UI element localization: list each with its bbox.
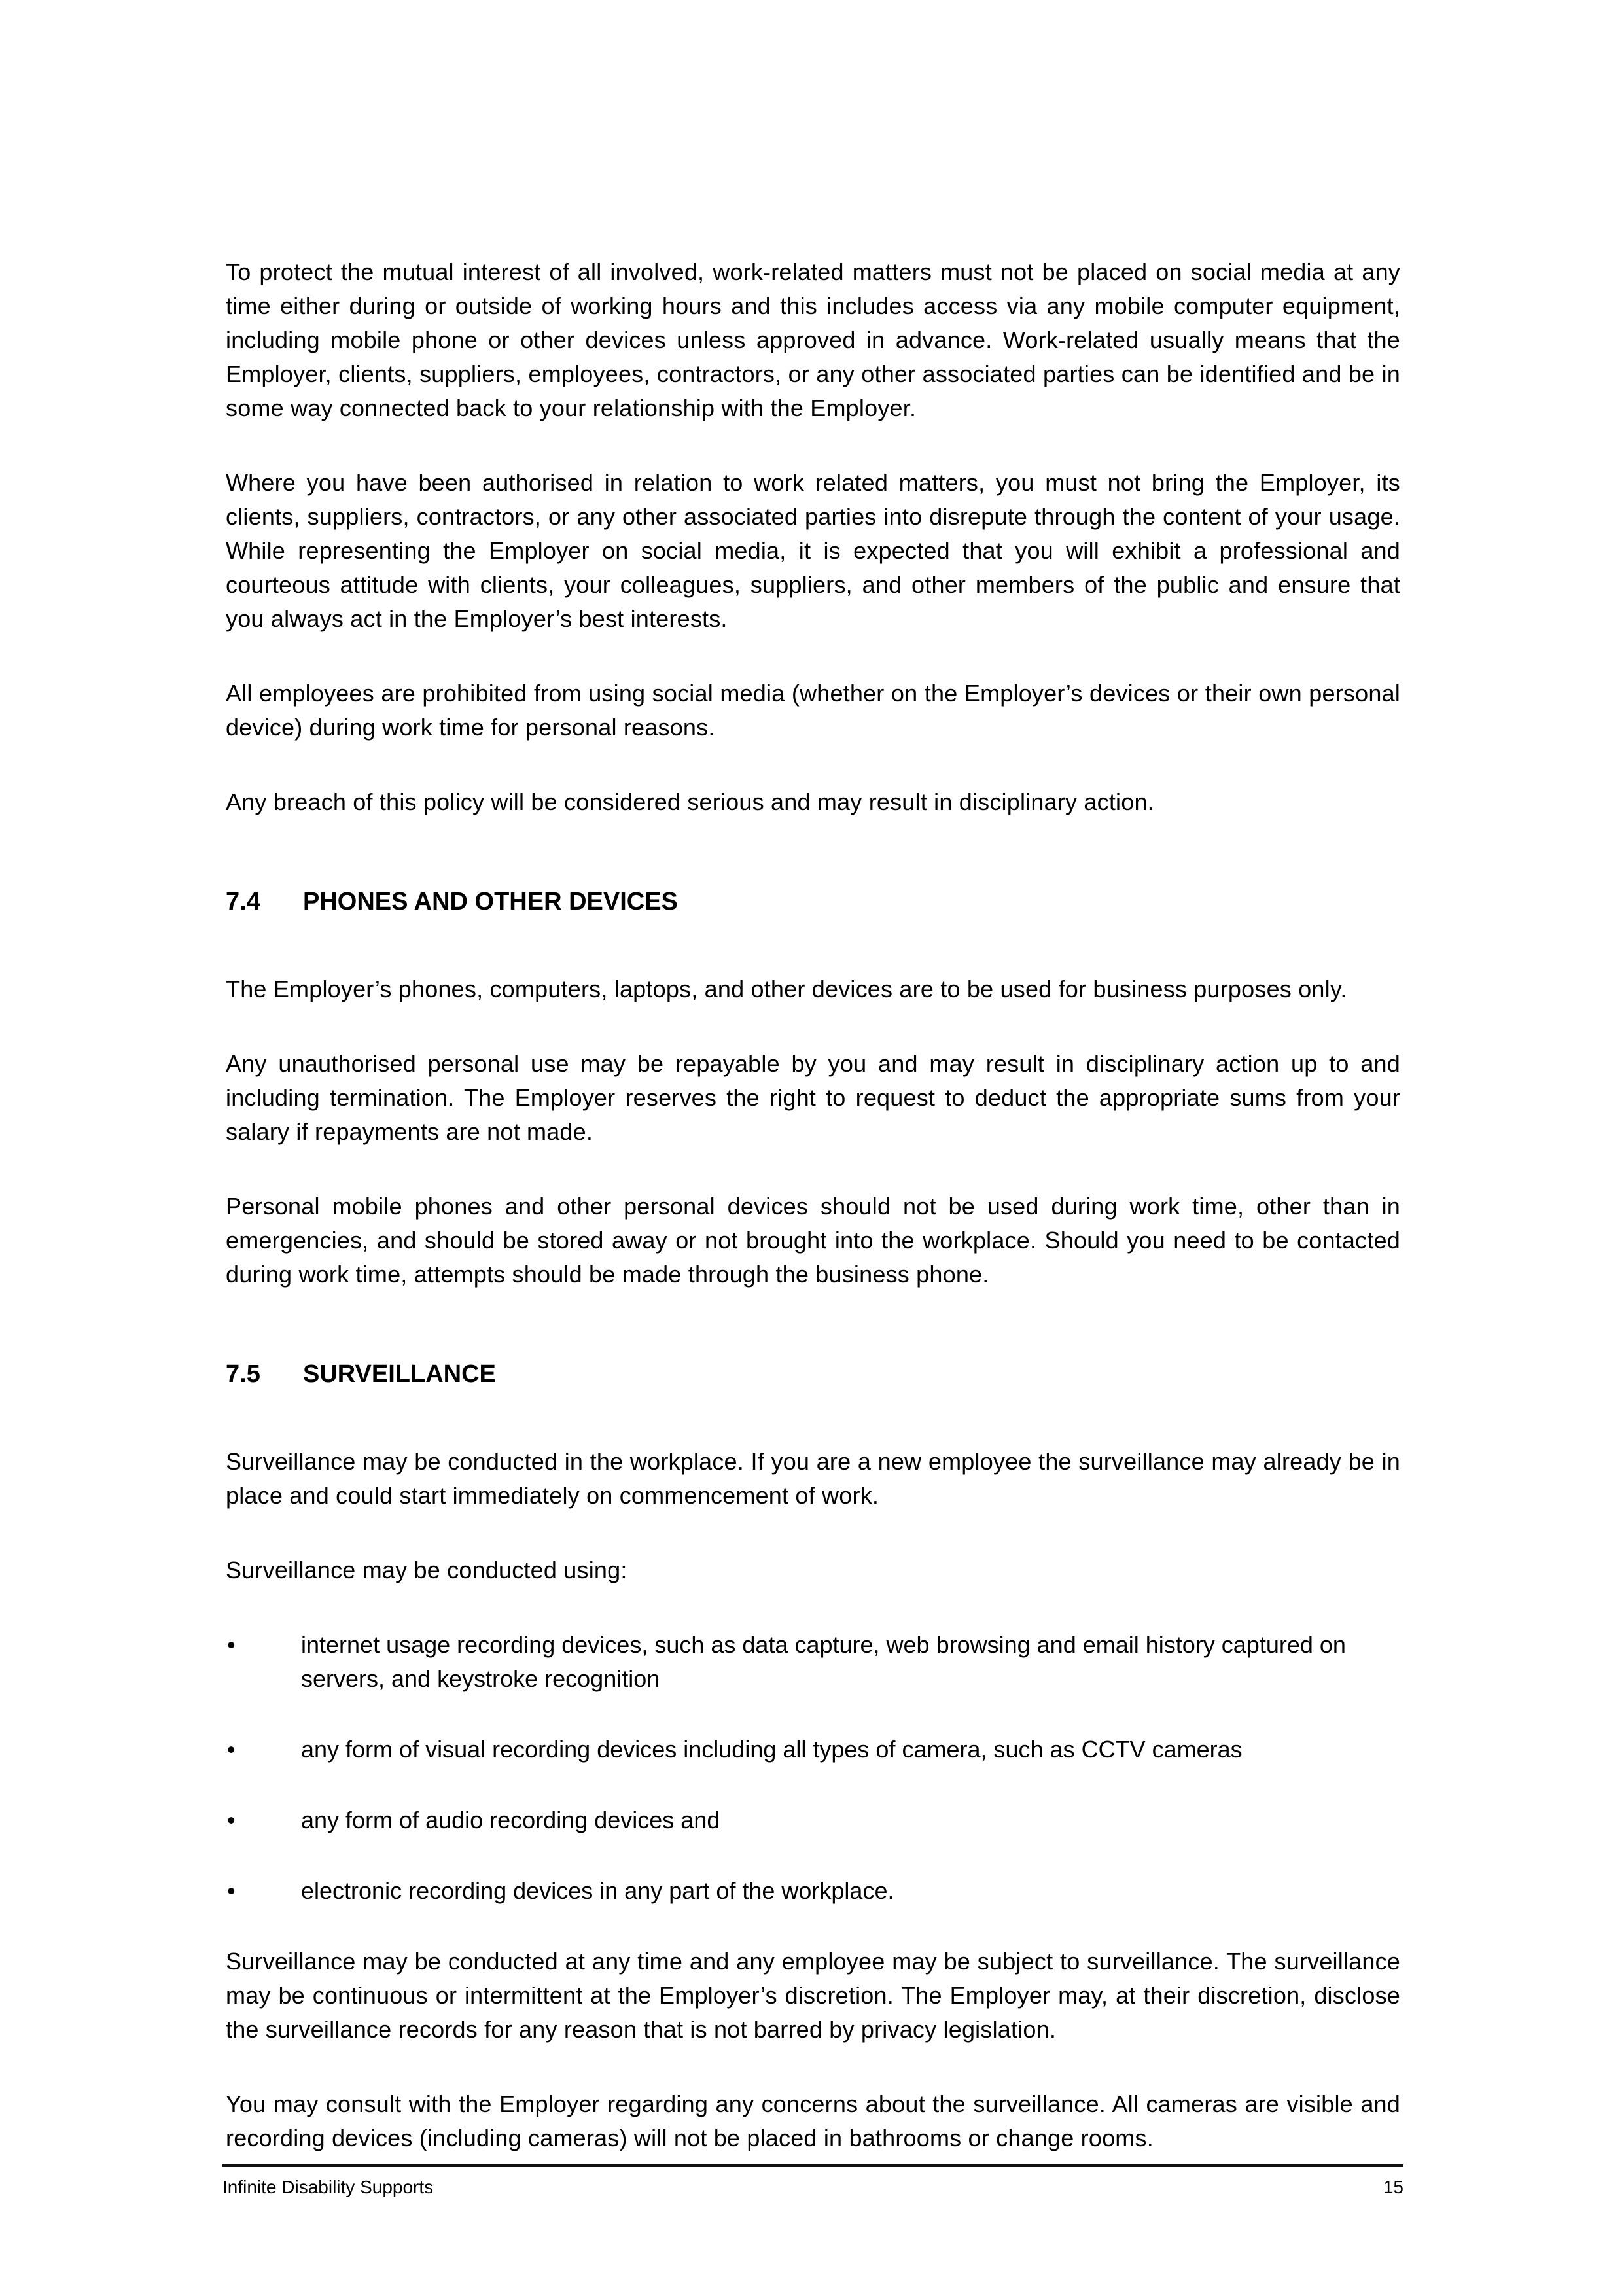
bullet-icon: • [227,1736,236,1763]
paragraph-surveillance-workplace: Surveillance may be conducted in the workplace. If you are a new employee the surveillance may already be in place and could start immediately on commencement of work. [226,1448,1400,1509]
list-item-text: internet usage recording devices, such as data capture, web browsing and email history captured on servers, and keystroke recognition [301,1631,1346,1692]
page-footer [222,2164,1403,2199]
list-item [226,1874,1400,1908]
paragraph-authorised-usage: Where you have been authorised in relation to work related matters, you must not bring the Employer, its clients, suppliers, contractors, or any other associated parties into disrepute through the content of your usage. While representing the Employer on social media, it is expected that you will exhibit a professional and courteous attitude with clients, your colleagues, suppliers, and other members of the public and ensure that you always act in the Employer’s best interests. [226,469,1400,632]
paragraph-surveillance-consult: You may consult with the Employer regarding any concerns about the surveillance. All cameras are visible and recording devices (including cameras) will not be placed in bathrooms or change rooms. [226,2091,1400,2151]
section-number: 7.4 [226,888,260,915]
surveillance-methods-list [226,1628,1400,1908]
paragraph-surveillance-using: Surveillance may be conducted using: [226,1557,627,1583]
bullet-icon: • [227,1807,236,1833]
section-number: 7.5 [226,1360,260,1388]
list-item-text: any form of visual recording devices including all types of camera, such as CCTV cameras [301,1736,1243,1763]
list-item [226,1628,1400,1696]
list-item-text: electronic recording devices in any part of the workplace. [301,1877,894,1904]
list-item [226,1733,1400,1767]
paragraph-social-media-protection: To protect the mutual interest of all involved, work-related matters must not be placed on social media at any time either during or outside of working hours and this includes access via any mobile computer equipment, including mobile phone or other devices unless approved in advance. Work-related usually means that the Employer, clients, suppliers, employees, contractors, or any other associated parties can be identified and be in some way connected back to your relationship with the Employer. [226,258,1400,421]
section-heading-phones [226,885,1400,919]
section-title: PHONES AND OTHER DEVICES [303,888,678,915]
paragraph-personal-phones: Personal mobile phones and other personal devices should not be used during work time, other than in emergencies, and should be stored away or not brought into the workplace. Should you need to be contacted during work time, attempts should be made through the business phone. [226,1193,1400,1288]
footer-company-name: Infinite Disability Supports [222,2177,434,2197]
paragraph-unauthorised-use: Any unauthorised personal use may be repayable by you and may result in disciplinary action up to and including termination. The Employer reserves the right to request to deduct the appropriate sums from your salary if repayments are not made. [226,1050,1400,1145]
section-title: SURVEILLANCE [303,1360,496,1388]
footer-page-number: 15 [1383,2177,1403,2197]
policy-body [226,255,1400,2196]
paragraph-surveillance-anytime: Surveillance may be conducted at any time and any employee may be subject to surveillance. The surveillance may be continuous or intermittent at the Employer’s discretion. The Employer may, at their discretion, disclose the surveillance records for any reason that is not barred by privacy legislation. [226,1948,1400,2043]
list-item-text: any form of audio recording devices and [301,1807,720,1833]
paragraph-devices-business-only: The Employer’s phones, computers, laptops, and other devices are to be used for business purposes only. [226,976,1347,1002]
paragraph-social-media-prohibition: All employees are prohibited from using social media (whether on the Employer’s devices or their own personal device) during work time for personal reasons. [226,680,1400,741]
paragraph-breach-warning: Any breach of this policy will be considered serious and may result in disciplinary action. [226,788,1154,815]
bullet-icon: • [227,1631,236,1658]
list-item [226,1803,1400,1837]
section-heading-surveillance [226,1357,1400,1391]
bullet-icon: • [227,1877,236,1904]
